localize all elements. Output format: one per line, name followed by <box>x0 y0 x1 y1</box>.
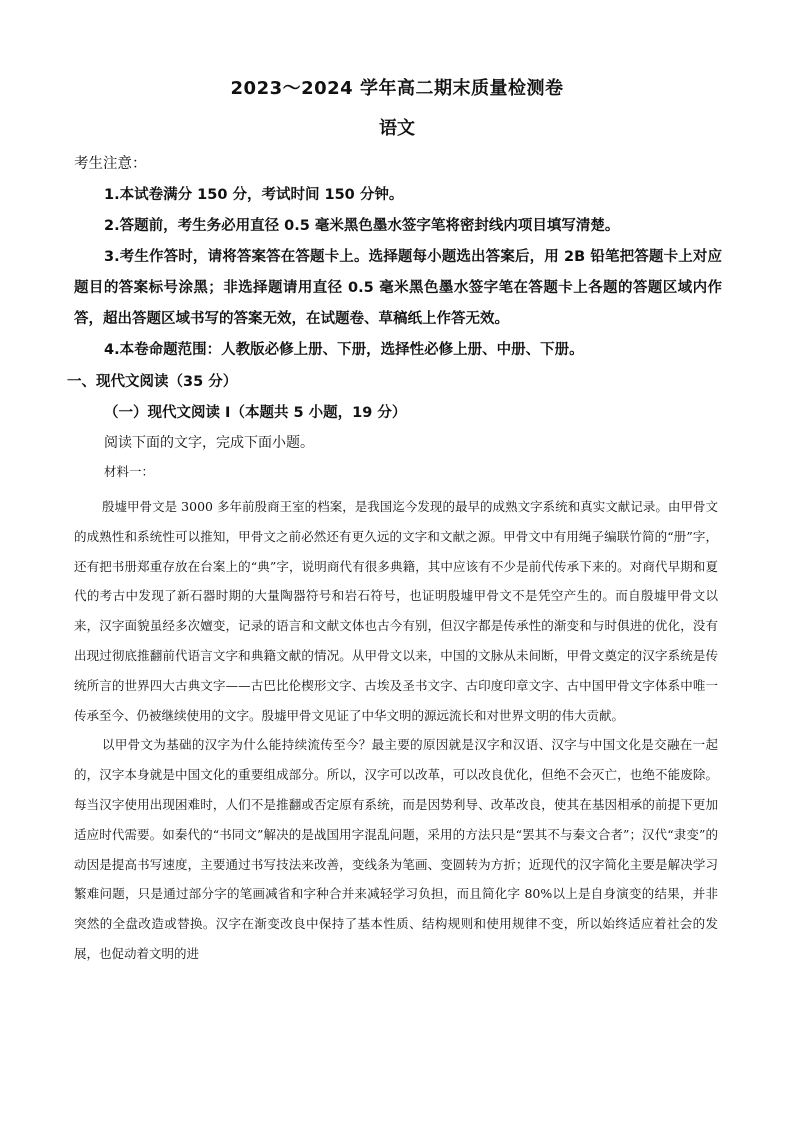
material-label: 材料一： <box>104 464 155 479</box>
reading-passage <box>74 492 718 969</box>
section-subtitle: （一）现代文阅读 I（本题共 5 小题，19 分） <box>104 405 407 421</box>
notice-item: 3.考生作答时，请将答案答在答题卡上。选择题每小题选出答案后，用 2B 铅笔把答题卡上对应题目的答案标号涂黑；非选择题请用直径 0.5 毫米黑色墨水签字笔在答题卡上各题的答题区域内作答，超出答题区域书写的答案无效，在试题卷、草稿纸上作答无效。 <box>74 249 722 327</box>
notice-item: 4.本卷命题范围：人教版必修上册、下册，选择性必修上册、中册、下册。 <box>104 342 584 358</box>
notice-heading: 考生注意： <box>74 156 147 172</box>
passage-paragraph: 以甲骨文为基础的汉字为什么能持续流传至今？最主要的原因就是汉字和汉语、汉字与中国文化是交融在一起的，汉字本身就是中国文化的重要组成部分。所以，汉字可以改革，可以改良优化，但绝不会灭亡，也绝不能废除。每当汉字使用出现困难时，人们不是推翻或否定原有系统，而是因势利导、改革改良，使其在基因相承的前提下更加适应时代需要。如秦代的“书同文”解决的是战国用字混乱问题，采用的方法只是“罢其不与秦文合者”；汉代“隶变”的动因是提高书写速度，主要通过书写技法来改善，变线条为笔画、变圆转为方折；近现代的汉字简化主要是解决学习繁难问题，只是通过部分字的笔画减省和字种合并来减轻学习负担，而且简化字 80%以上是自身演变的结果，并非突然的全盘改造或替换。汉字在渐变改良中保持了基本性质、结构规则和使用规律不变，所以始终适应着社会的发展，也促动着文明的进 <box>74 737 718 961</box>
reading-instruction: 阅读下面的文字，完成下面小题。 <box>104 435 314 451</box>
notice-item: 1.本试卷满分 150 分，考试时间 150 分钟。 <box>104 187 404 203</box>
section-title: 一、现代文阅读（35 分） <box>67 374 238 390</box>
exam-title: 2023～2024 学年高二期末质量检测卷 <box>230 78 564 99</box>
subject-title: 语文 <box>379 118 415 139</box>
passage-paragraph: 殷墟甲骨文是 3000 多年前殷商王室的档案，是我国迄今发现的最早的成熟文字系统和真实文献记录。由甲骨文的成熟性和系统性可以推知，甲骨文之前必然还有更久远的文字和文献之源。甲骨文中有用绳子编联竹简的“册”字，还有把书册郑重存放在台案上的“典”字，说明商代有很多典籍，其中应该有不少是前代传承下来的。对商代早期和夏代的考古中发现了新石器时期的大量陶器符号和岩石符号，也证明殷墟甲骨文不是凭空产生的。而自殷墟甲骨文以来，汉字面貌虽经多次嬗变，记录的语言和文献文体也古今有别，但汉字都是传承性的渐变和与时俱进的优化，没有出现过彻底推翻前代语言文字和典籍文献的情况。从甲骨文以来，中国的文脉从未间断，甲骨文奠定的汉字系统是传统所言的世界四大古典文字——古巴比伦楔形文字、古埃及圣书文字、古印度印章文字、古中国甲骨文字体系中唯一传承至今、仍被继续使用的文字。殷墟甲骨文见证了中华文明的源远流长和对世界文明的伟大贡献。 <box>74 499 718 723</box>
notice-list <box>74 180 722 366</box>
notice-item: 2.答题前，考生务必用直径 0.5 毫米黑色墨水签字笔将密封线内项目填写清楚。 <box>104 218 620 234</box>
